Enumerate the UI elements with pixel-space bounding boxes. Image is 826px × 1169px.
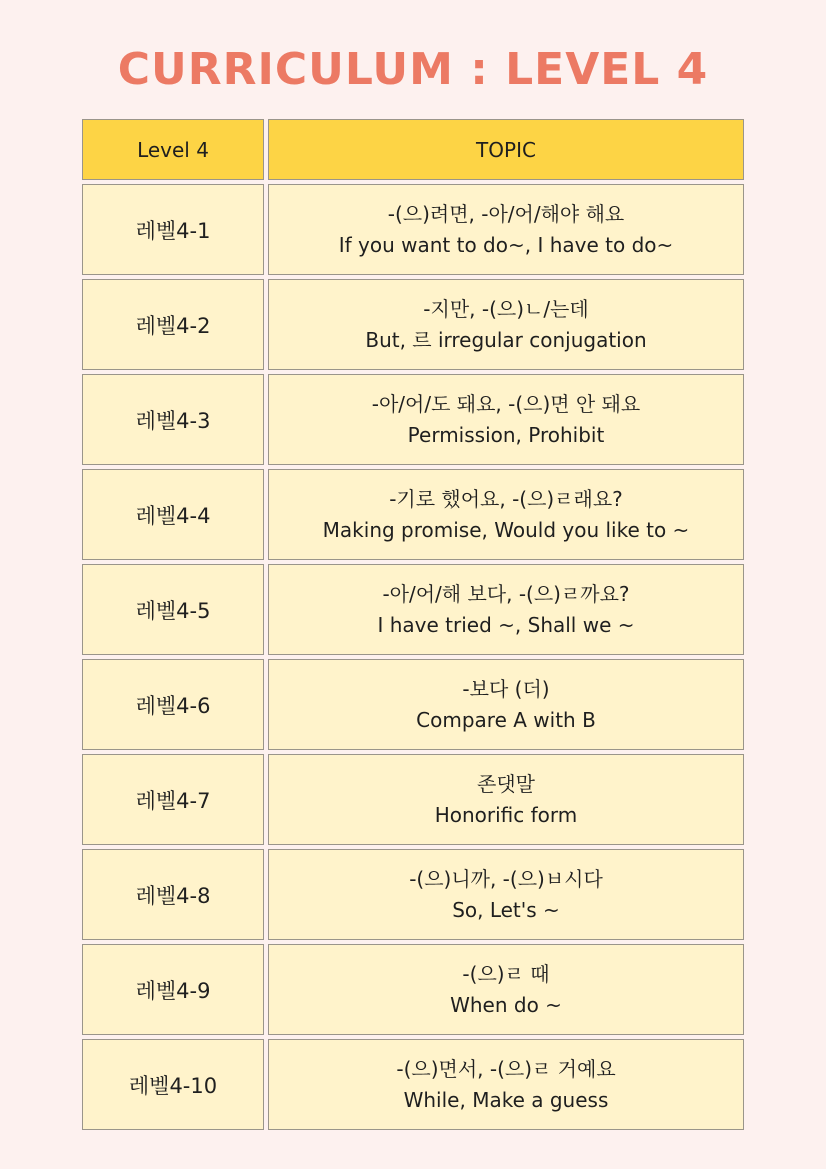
level-cell: 레벨4-2 xyxy=(82,279,264,370)
topic-korean: -(으)니까, -(으)ㅂ시다 xyxy=(409,866,603,891)
topic-cell xyxy=(268,564,744,655)
topic-cell xyxy=(268,849,744,940)
header-level: Level 4 xyxy=(82,119,264,180)
topic-korean: -(으)ㄹ 때 xyxy=(462,961,550,986)
topic-english: Making promise, Would you like to ~ xyxy=(322,517,690,542)
page-title: CURRICULUM : LEVEL 4 xyxy=(117,44,709,95)
topic-cell xyxy=(268,754,744,845)
topic-cell xyxy=(268,469,744,560)
level-cell: 레벨4-9 xyxy=(82,944,264,1035)
topic-korean: -지만, -(으)ㄴ/는데 xyxy=(423,296,589,321)
topic-cell xyxy=(268,944,744,1035)
topic-cell xyxy=(268,1039,744,1130)
topic-korean: -아/어/도 돼요, -(으)면 안 돼요 xyxy=(371,391,641,416)
topic-english: When do ~ xyxy=(450,992,562,1017)
curriculum-table xyxy=(82,119,744,1134)
level-cell: 레벨4-3 xyxy=(82,374,264,465)
level-cell: 레벨4-10 xyxy=(82,1039,264,1130)
topic-english: While, Make a guess xyxy=(403,1087,609,1112)
topic-korean: -보다 (더) xyxy=(462,676,550,701)
topic-english: So, Let's ~ xyxy=(452,897,560,922)
topic-english: Compare A with B xyxy=(416,707,596,732)
header-topic: TOPIC xyxy=(268,119,744,180)
topic-korean: -기로 했어요, -(으)ㄹ래요? xyxy=(389,486,623,511)
topic-korean: -(으)면서, -(으)ㄹ 거예요 xyxy=(396,1056,616,1081)
topic-english: But, 르 irregular conjugation xyxy=(365,327,647,352)
topic-cell xyxy=(268,659,744,750)
topic-cell xyxy=(268,374,744,465)
level-cell: 레벨4-8 xyxy=(82,849,264,940)
topic-cell xyxy=(268,279,744,370)
topic-korean: 존댓말 xyxy=(477,771,535,796)
topic-english: I have tried ~, Shall we ~ xyxy=(377,612,635,637)
level-cell: 레벨4-4 xyxy=(82,469,264,560)
level-cell: 레벨4-6 xyxy=(82,659,264,750)
topic-korean: -아/어/해 보다, -(으)ㄹ까요? xyxy=(382,581,630,606)
topic-english: Honorific form xyxy=(434,802,578,827)
topic-korean: -(으)려면, -아/어/해야 해요 xyxy=(387,201,625,226)
topic-english: Permission, Prohibit xyxy=(407,422,605,447)
topic-cell xyxy=(268,184,744,275)
level-cell: 레벨4-7 xyxy=(82,754,264,845)
topic-english: If you want to do~, I have to do~ xyxy=(338,232,674,257)
level-cell: 레벨4-1 xyxy=(82,184,264,275)
level-cell: 레벨4-5 xyxy=(82,564,264,655)
